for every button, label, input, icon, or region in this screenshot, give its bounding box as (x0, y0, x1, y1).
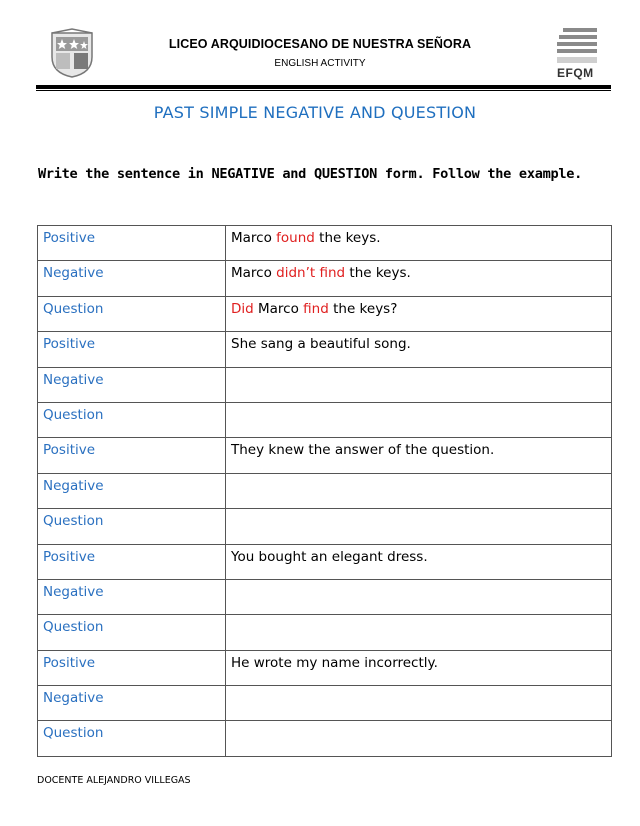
row-label-positive: Positive (38, 650, 226, 685)
highlighted-verb: find (303, 300, 329, 317)
row-label-question: Question (38, 509, 226, 544)
table-row (38, 721, 612, 756)
table-row (38, 544, 612, 579)
highlighted-verb: Did (231, 300, 254, 317)
table-row (38, 402, 612, 437)
sentence-text: Marco (231, 265, 277, 282)
answer-cell[interactable] (226, 402, 612, 437)
table-row (38, 686, 612, 721)
sentence-text: the keys. (345, 265, 411, 282)
header-divider (36, 85, 611, 89)
row-label-positive: Positive (38, 544, 226, 579)
sentence-text: You bought an elegant dress. (231, 548, 428, 565)
sentence-cell (226, 544, 612, 579)
row-label-negative: Negative (38, 367, 226, 402)
activity-label: ENGLISH ACTIVITY (274, 58, 366, 69)
sentence-text: the keys? (328, 300, 398, 317)
header-divider-thin (36, 90, 611, 91)
efqm-logo-text: EFQM (557, 66, 594, 80)
row-label-positive: Positive (38, 226, 226, 261)
sentence-cell (226, 296, 612, 331)
sentence-text: Marco (253, 300, 304, 317)
row-label-question: Question (38, 615, 226, 650)
row-label-negative: Negative (38, 473, 226, 508)
page-title: PAST SIMPLE NEGATIVE AND QUESTION (153, 103, 477, 122)
table-row (38, 509, 612, 544)
sentence-cell (226, 438, 612, 473)
sentence-cell (226, 261, 612, 296)
instructions: Write the sentence in NEGATIVE and QUESTION form. Follow the example. (38, 166, 583, 182)
school-crest-logo (48, 27, 96, 79)
answer-cell[interactable] (226, 579, 612, 614)
sentence-text: the keys. (314, 230, 381, 246)
table-row (38, 579, 612, 614)
highlighted-verb: didn’t find (276, 265, 346, 282)
table-row (38, 367, 612, 402)
sentence-cell (226, 226, 612, 261)
sentence-text: Marco (231, 230, 277, 246)
row-label-negative: Negative (38, 261, 226, 296)
answer-cell[interactable] (226, 615, 612, 650)
highlighted-verb: found (276, 230, 315, 246)
table-row (38, 332, 612, 367)
answer-cell[interactable] (226, 367, 612, 402)
table-row (38, 261, 612, 296)
table-row (38, 615, 612, 650)
row-label-question: Question (38, 402, 226, 437)
sentence-cell (226, 332, 612, 367)
answer-cell[interactable] (226, 686, 612, 721)
row-label-negative: Negative (38, 579, 226, 614)
row-label-positive: Positive (38, 438, 226, 473)
table-row (38, 650, 612, 685)
answer-cell[interactable] (226, 509, 612, 544)
sentence-text: They knew the answer of the question. (231, 442, 495, 459)
table-row (38, 226, 612, 261)
sentence-text: He wrote my name incorrectly. (231, 654, 438, 671)
row-label-negative: Negative (38, 686, 226, 721)
table-row (38, 438, 612, 473)
table-row (38, 296, 612, 331)
sentence-cell (226, 650, 612, 685)
teacher-name: DOCENTE ALEJANDRO VILLEGAS (37, 775, 191, 786)
exercise-table (37, 225, 612, 757)
sentence-text: She sang a beautiful song. (231, 336, 411, 353)
school-name: LICEO ARQUIDIOCESANO DE NUESTRA SEÑORA (168, 37, 472, 51)
answer-cell[interactable] (226, 473, 612, 508)
row-label-question: Question (38, 296, 226, 331)
row-label-question: Question (38, 721, 226, 756)
answer-cell[interactable] (226, 721, 612, 756)
row-label-positive: Positive (38, 332, 226, 367)
table-row (38, 473, 612, 508)
